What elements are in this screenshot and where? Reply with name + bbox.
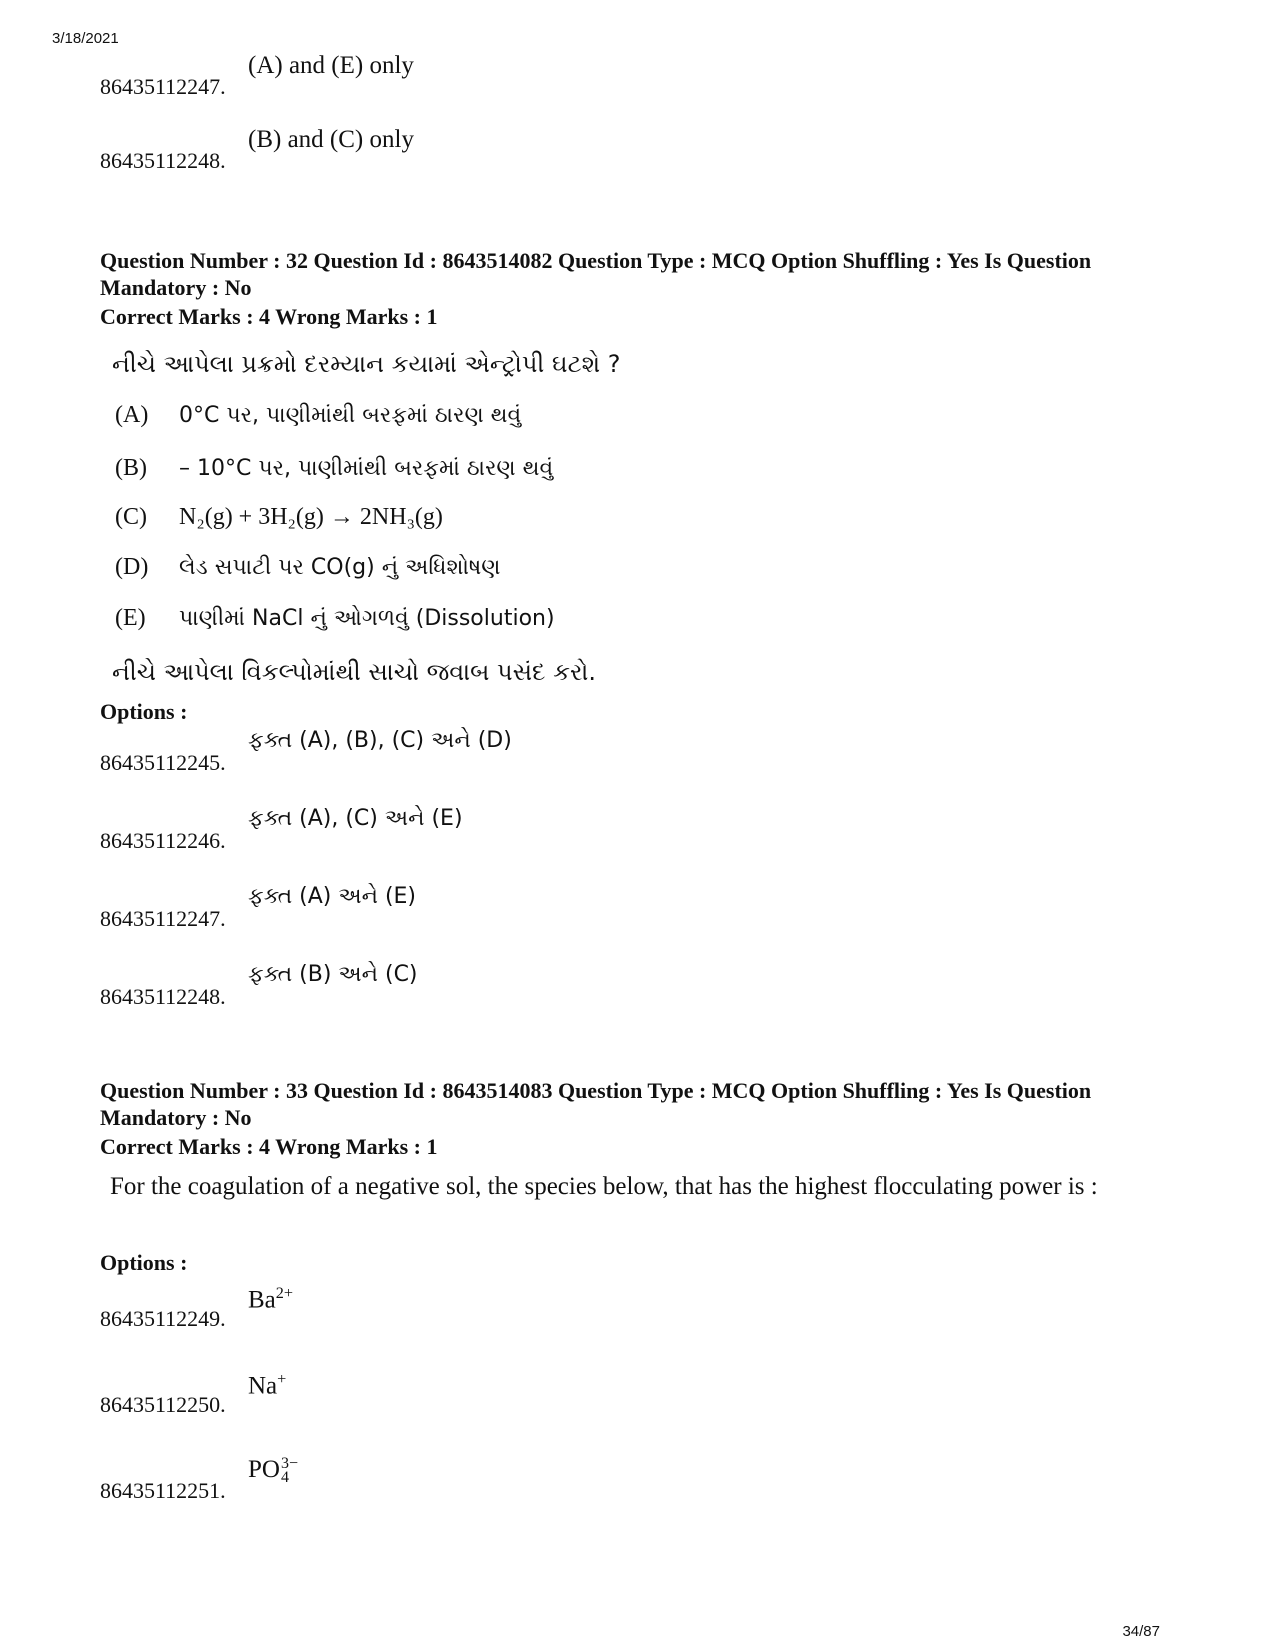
option-id: 86435112247. xyxy=(100,74,226,99)
question-header: Question Number : 32 Question Id : 8643514082 Question Type : MCQ Option Shuffling : Yes Is Question Mandatory : No xyxy=(100,248,1092,300)
option-id: 86435112249. xyxy=(100,1306,226,1331)
statement-label: (B) xyxy=(115,455,147,481)
statement-text: પાણીમાં NaCl નું ઓગળવું (Dissolution) xyxy=(179,606,555,631)
statement-label: (A) xyxy=(115,402,149,428)
statement-label: (D) xyxy=(115,554,149,580)
option-text: ફક્ત (A), (C) અને (E) xyxy=(248,806,463,831)
statement-label: (E) xyxy=(115,605,146,631)
question-marks: Correct Marks : 4 Wrong Marks : 1 xyxy=(100,1134,438,1159)
formula-base: Ba xyxy=(248,1286,276,1314)
formula-charge: + xyxy=(277,1370,287,1388)
statement-b xyxy=(115,455,553,482)
option-text: ફક્ત (A), (B), (C) અને (D) xyxy=(248,728,512,753)
question-marks: Correct Marks : 4 Wrong Marks : 1 xyxy=(100,304,438,329)
statement-label: (C) xyxy=(115,504,147,530)
option-id: 86435112246. xyxy=(100,828,226,853)
option-formula xyxy=(248,1456,298,1485)
option-formula xyxy=(248,1284,293,1314)
option-text: ફક્ત (A) અને (E) xyxy=(248,884,417,909)
statement-d xyxy=(115,554,500,581)
option-id: 86435112248. xyxy=(100,148,226,173)
statement-text: 0°C પર, પાણીમાંથી બરફમાં ઠારણ થવું xyxy=(179,403,522,428)
formula-base: Na xyxy=(248,1372,278,1400)
formula-charge: 3− xyxy=(280,1455,298,1473)
question-instruction: નીચે આપેલા વિકલ્પોમાંથી સાચો જવાબ પસંદ કરો. xyxy=(112,658,597,686)
statement-c xyxy=(115,504,443,531)
statement-e xyxy=(115,605,555,632)
option-text: (A) and (E) only xyxy=(248,52,414,79)
option-formula xyxy=(248,1370,286,1400)
question-header: Question Number : 33 Question Id : 8643514083 Question Type : MCQ Option Shuffling : Yes Is Question Mandatory : No xyxy=(100,1078,1092,1130)
option-text: (B) and (C) only xyxy=(248,126,414,153)
formula-charge: 2+ xyxy=(275,1284,294,1302)
option-id: 86435112245. xyxy=(100,750,226,775)
statement-text: N₂(g) + 3H₂(g) → 2NH₃(g) xyxy=(179,504,443,530)
question-stem: For the coagulation of a negative sol, the species below, that has the highest flocculating power is : xyxy=(110,1173,1098,1200)
option-id: 86435112250. xyxy=(100,1392,226,1417)
statement-text: લેડ સપાટી પર CO(g) નું અધિશોષણ xyxy=(179,555,501,580)
statement-a xyxy=(115,402,521,429)
options-label: Options : xyxy=(100,1250,188,1275)
print-date: 3/18/2021 xyxy=(52,30,119,47)
option-id: 86435112251. xyxy=(100,1478,226,1503)
formula-base: PO xyxy=(248,1456,280,1483)
options-label: Options : xyxy=(100,699,188,724)
option-text: ફક્ત (B) અને (C) xyxy=(248,962,418,987)
option-id: 86435112248. xyxy=(100,984,226,1009)
page-number: 34/87 xyxy=(1122,1623,1160,1640)
statement-text: – 10°C પર, પાણીમાંથી બરફમાં ઠારણ થવું xyxy=(179,456,554,481)
question-stem: નીચે આપેલા પ્રક્રમો દરમ્યાન કયામાં એન્ટ્રોપી ઘટશે ? xyxy=(112,350,621,378)
option-id: 86435112247. xyxy=(100,906,226,931)
formula-subscript: 4 xyxy=(280,1469,289,1487)
